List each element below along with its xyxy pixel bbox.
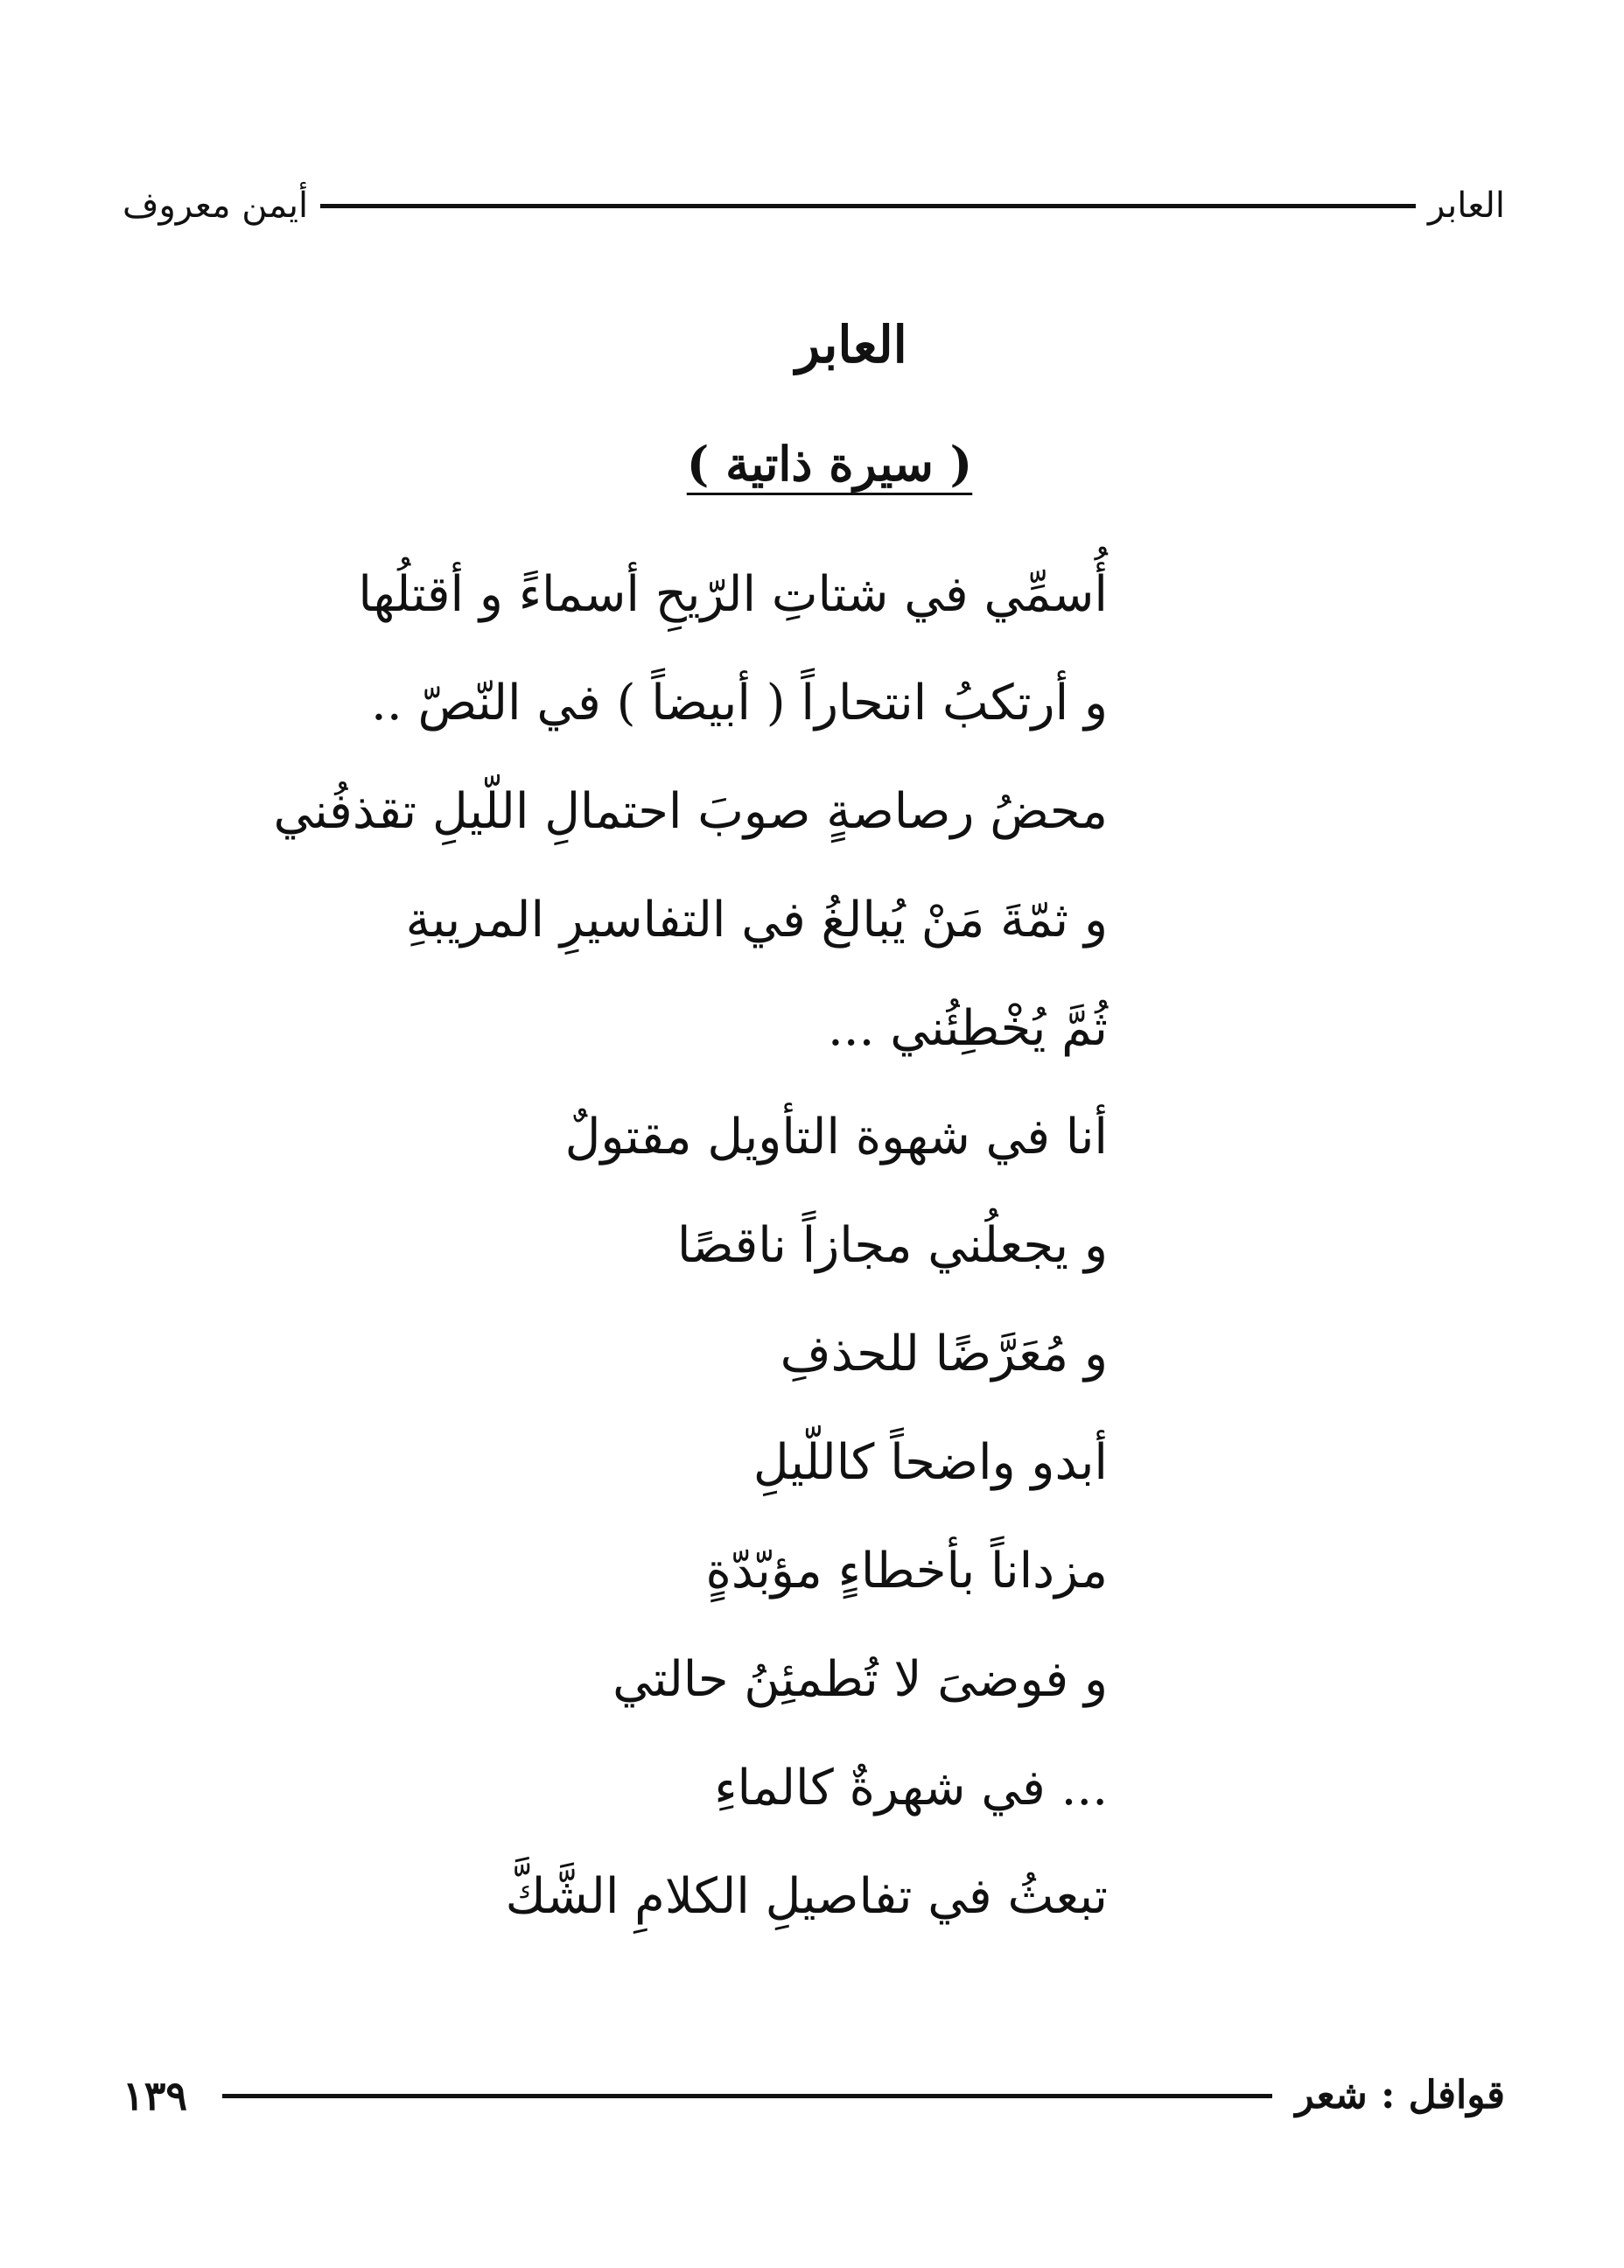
poem-line: و أرتكبُ انتحاراً ( أبيضاً ) في النّصّ .. [371,675,1108,732]
header-author: أيمن معروف [122,186,309,226]
footer-collection: قوافل : شعر [1295,2073,1505,2118]
poem-line: أُسمِّي في شتاتِ الرّيحِ أسماءً و أقتلُها [358,566,1108,623]
header-book-title: العابر [1428,186,1505,226]
header-rule [320,204,1416,208]
footer-rule [222,2094,1272,2098]
poem-line: محضُ رصاصةٍ صوبَ احتمالِ اللّيلِ تقذفُني [273,783,1108,840]
poem-line: ... في شهرةٌ كالماءِ [714,1760,1108,1816]
poem-line: و ثمّةَ مَنْ يُبالغُ في التفاسيرِ المريبةِ [405,892,1108,948]
poem-line: تبعثُ في تفاصيلِ الكلامِ الشَّكَّ [505,1868,1108,1925]
poem-line: و فوضىَ لا تُطمئِنُ حالتي [612,1651,1108,1708]
page-number: ١٣٩ [122,2072,188,2119]
poem-title: العابر [795,315,907,374]
poem-line: مزداناً بأخطاءٍ مؤبّدّةٍ [705,1543,1108,1600]
poem-line: أنا في شهوة التأويل مقتولٌ [564,1109,1108,1166]
running-footer [122,2065,1505,2126]
poem-line: و مُعَرَّضًا للحذفِ [780,1326,1108,1382]
poem-subtitle: ( سيرة ذاتية ) [686,436,973,492]
poem-line: أبدو واضحاً كاللّيلِ [752,1434,1108,1491]
poem-line: ثُمَّ يُخْطِئُني ... [827,1000,1108,1057]
running-header [122,179,1505,232]
poem-body [5,541,1108,1951]
poem-line: و يجعلُني مجازاً ناقصًا [676,1217,1108,1274]
